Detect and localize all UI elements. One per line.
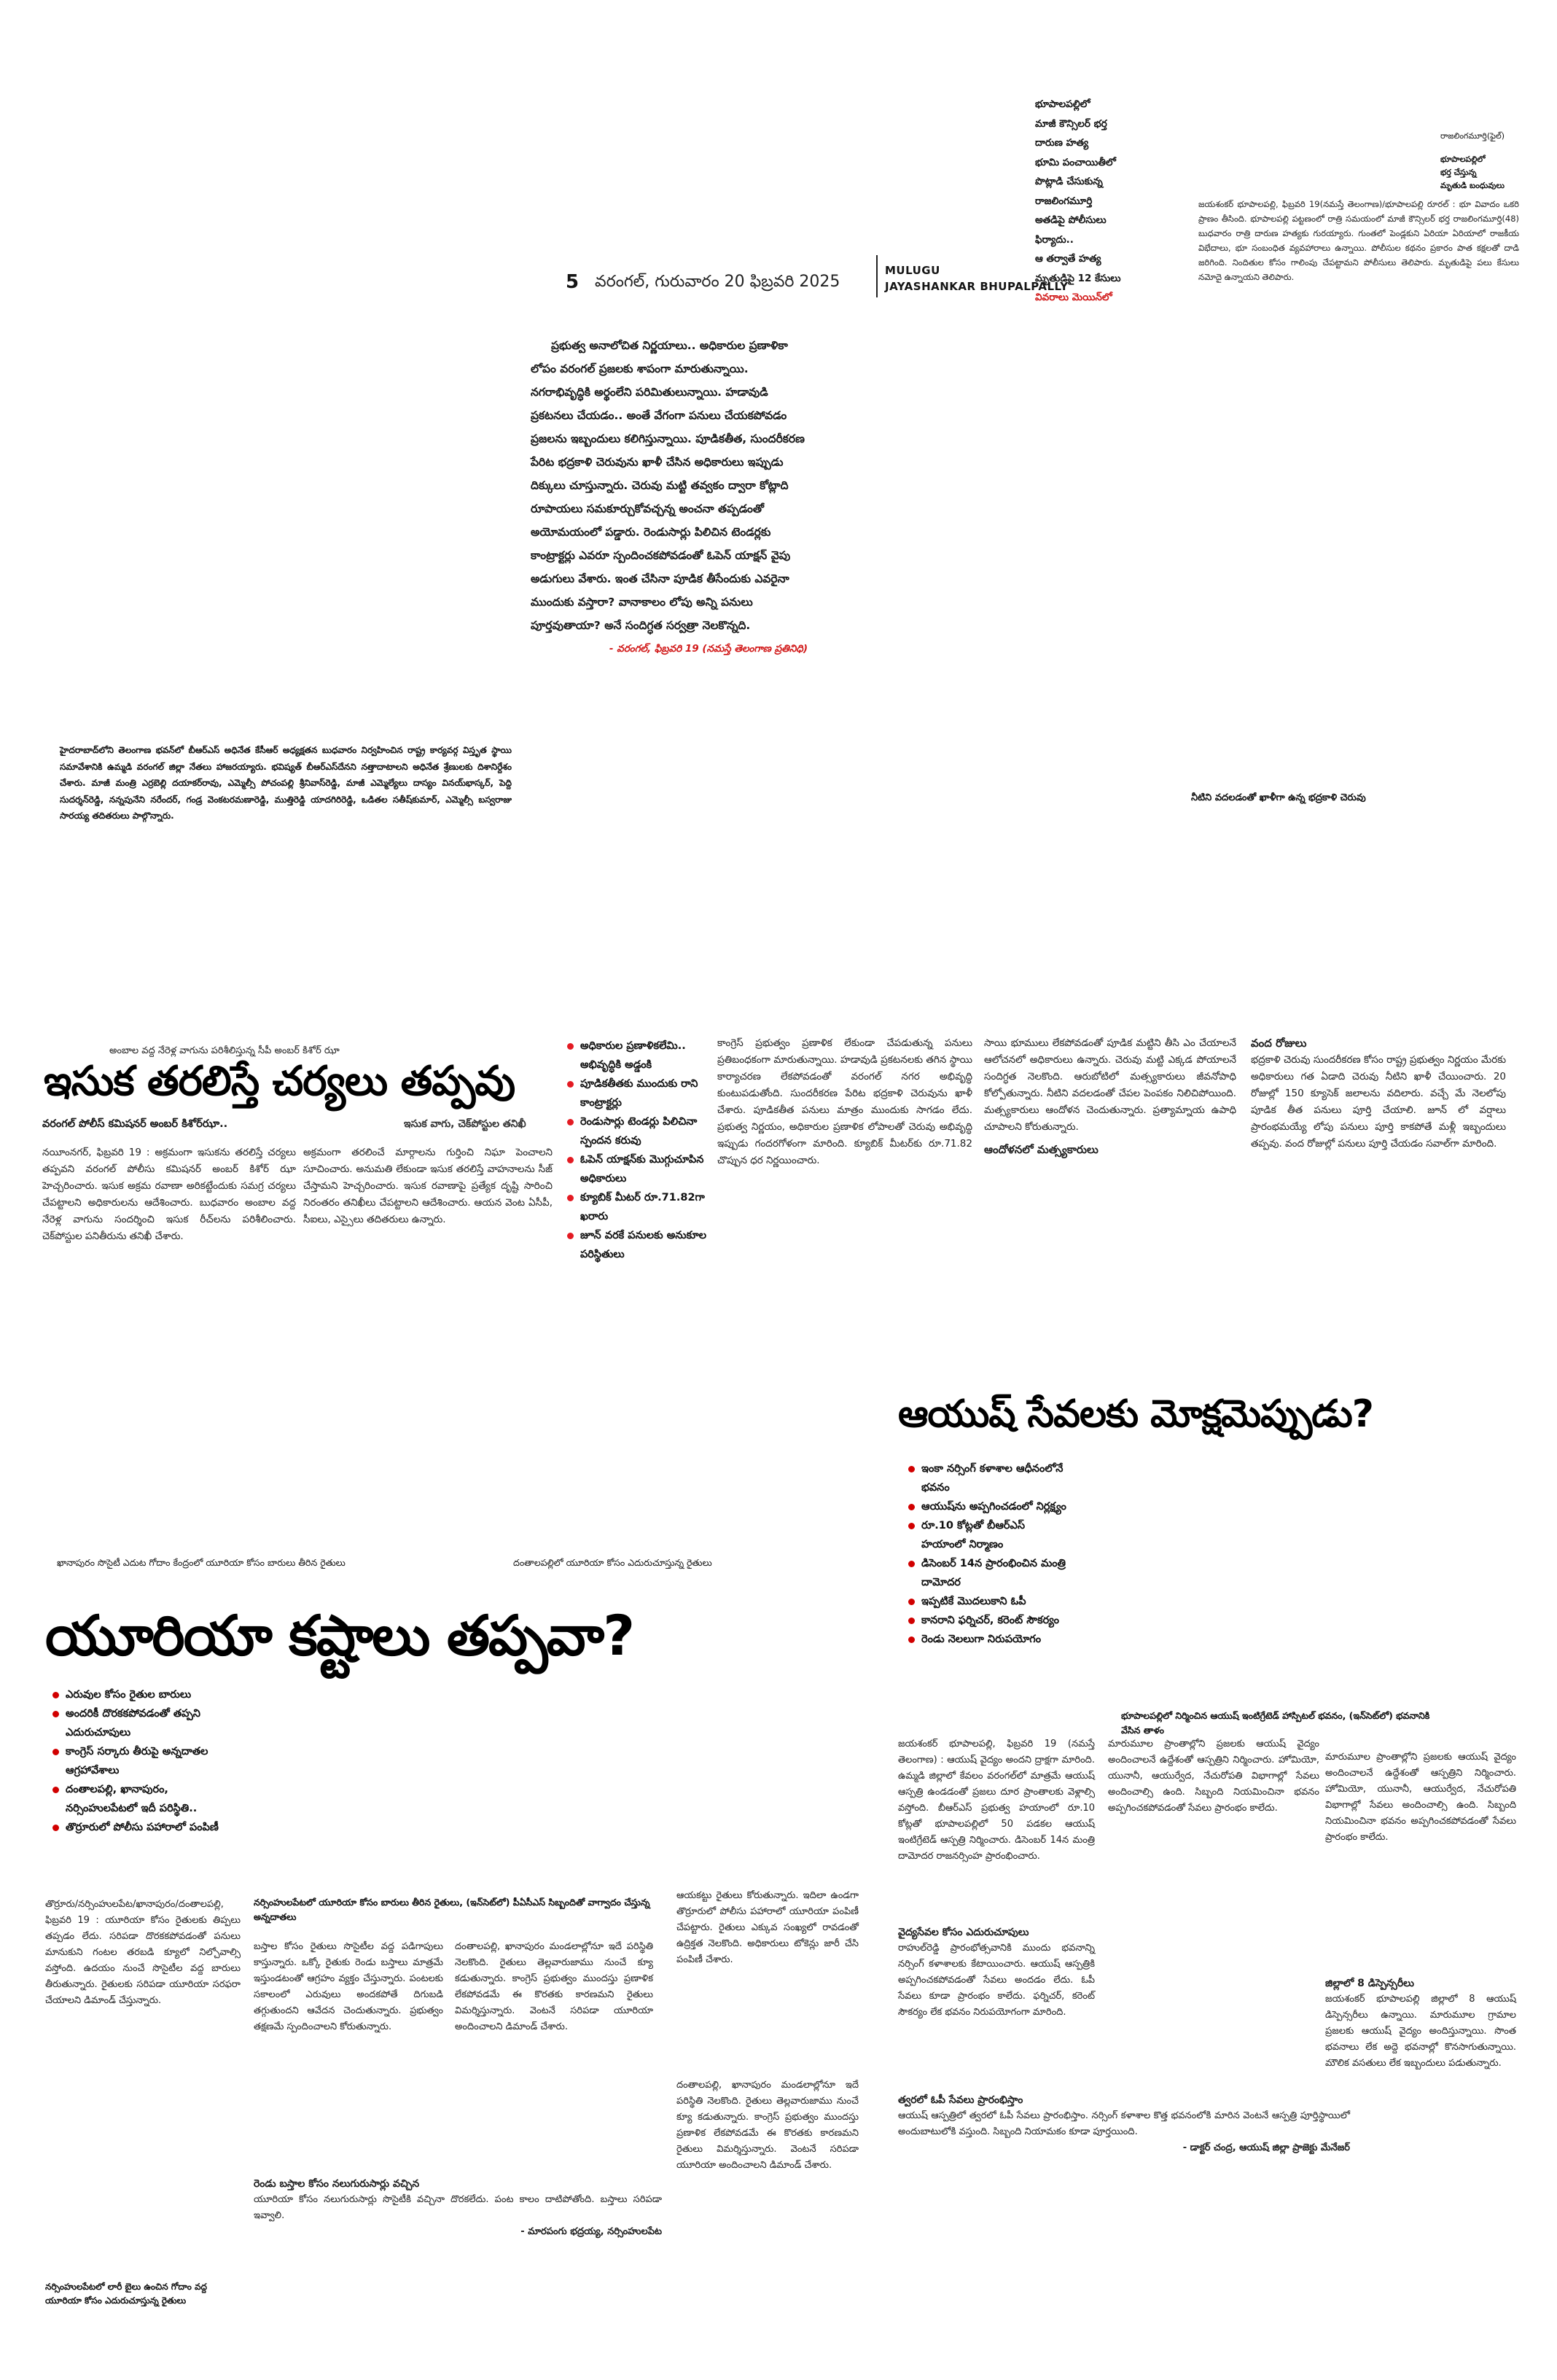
urea-col-2: బస్తాల కోసం రైతులు సొసైటీల వద్ద పడిగాపులు కాస్తున్నారు. ఒక్కో రైతుకు రెండు బస్తాలు మాత్రమే ఇస్తుండటంతో ఆగ్రహం వ్యక్తం చేస్తున్నారు. పంటలకు సకాలంలో ఎరువులు అందకపోతే దిగుబడి తగ్గుతుందని ఆవేదన చెందుతున్నారు. ప్రభుత్వం తక్షణమే స్పందించాలని కోరుతున్నారు. [254, 1941, 443, 2032]
brief-body: జయశంకర్ భూపాలపల్లి, ఫిబ్రవరి 19(నమస్తే తెలంగాణ)/భూపాలపల్లి రూరల్ : భూ వివాదం ఒకరి ప్రాణం తీసింది. భూపాలపల్లి పట్టణంలో రాత్రి సమయంలో మాజీ కౌన్సిలర్ భర్త రాజలింగమూర్తి(48) బుధవారం రాత్రి దారుణ హత్యకు గురయ్యారు. గుంతలో పెండ్లకుని ఏరియా ఏరియాలో రాజకీయ విభేదాలు, భూ సంబంధిత వ్యవహారాలు ఉన్నాయి. పోలీసుల కథనం ప్రకారం పాత కక్షలతో దాడి జరిగింది. నిందితుల కోసం గాలింపు చేపట్టామని పోలీసులు తెలిపారు. మృతుడిపై పలు కేసులు నమోదై ఉన్నాయని తెలిపారు. [1198, 199, 1519, 282]
sand-subhead-right: ఇసుక వాగు, చెక్‌పోస్టుల తనిఖీ [404, 1118, 526, 1130]
bullet-item: పూడికతీతకు ముందుకు రాని కాంట్రాక్టర్లు [566, 1074, 707, 1112]
bullet-item: దంతాలపల్లి, ఖానాపురం, నర్సింహులపేటలో ఇదీ పరిస్థితి.. [51, 1780, 230, 1818]
ayush-photo-caption: భూపాలపల్లిలో నిర్మించిన ఆయుష్ ఇంటిగ్రేటెడ్ హాస్పిటల్ భవనం, (ఇన్‌సెట్‌లో) భవనానికి వేసిన తాళం [1121, 1710, 1430, 1736]
lake-col-2-subhead: ఆందోళనలో మత్స్యకారులు [984, 1143, 1099, 1156]
urea-bullets [51, 1685, 230, 1837]
lake-photo-caption: నీటిని వదలడంతో ఖాళీగా ఉన్న భద్రకాళి చెరువు [1191, 792, 1366, 803]
bullet-item: క్యూబిక్ మీటర్ రూ.71.82గా ఖరారు [566, 1188, 707, 1226]
bullet-item: కాంగ్రెస్ సర్కారు తీరుపై అన్నదాతల ఆగ్రహావేశాలు [51, 1742, 230, 1780]
sand-col-1: నయీంనగర్, ఫిబ్రవరి 19 : అక్రమంగా ఇసుకను తరలిస్తే చర్యలు తప్పవని వరంగల్ పోలీసు కమిషనర్ అంబర్ కిశోర్ ఝా హెచ్చరించారు. ఇసుక అక్రమ రవాణా అరికట్టేందుకు సమగ్ర చర్యలు చేపట్టాలని అధికారులను ఆదేశించారు. బుధవారం అంబాల వద్ద నేరెళ్ల వాగును సందర్శించి ఇసుక రీచ్‌లను పరిశీలించారు. చెక్‌పోస్టుల పనితీరును తనిఖీ చేశారు. [42, 1147, 296, 1242]
ayush-col-1: జయశంకర్ భూపాలపల్లి, ఫిబ్రవరి 19 (నమస్తే తెలంగాణ) : ఆయుష్ వైద్యం అందని ద్రాక్షగా మారింది. ఉమ్మడి జిల్లాలో కేవలం వరంగల్‌లో మాత్రమే ఆయుష్ ఆస్పత్రి ఉండడంతో ప్రజలు దూర ప్రాంతాలకు వెళ్లాల్సి వస్తోంది. బీఆర్‌ఎస్ ప్రభుత్వ హయాంలో రూ.10 కోట్లతో భూపాలపల్లిలో 50 పడకల ఆయుష్ ఇంటిగ్రేటెడ్ ఆస్పత్రి నిర్మించారు. డిసెంబర్ 14న మంత్రి దామోదర రాజనర్సింహ ప్రారంభించారు. [898, 1739, 1095, 1862]
ayush-col-2-subhead: వైద్యసేవల కోసం ఎదురుచూపులు [898, 1927, 1029, 1938]
edition-label: MULUGU JAYASHANKAR BHUPALPALLY [885, 264, 1069, 293]
bullet-item: ఇప్పటికే మొదలుకాని ఓపీ [907, 1592, 1070, 1611]
lake-col-3-subhead: వంద రోజులు [1251, 1037, 1307, 1050]
bullet-item: ఆయుష్‌ను అప్పగించడంలో నిర్లక్ష్యం [907, 1497, 1070, 1516]
bullet-item: రెండు నెలలుగా నిరుపయోగం [907, 1630, 1070, 1649]
ayush-col-4-text: మారుమూల ప్రాంతాల్లోని ప్రజలకు ఆయుష్ వైద్యం అందించాలనే ఉద్దేశంతో ఆస్పత్రిని నిర్మించారు. హోమియో, యునానీ, ఆయుర్వేద, నేచురోపతి విభాగాల్లో సేవలు అందించాల్సి ఉంది. సిబ్బంది నియమించినా భవనం అప్పగించకపోవడంతో సేవలు ప్రారంభం కాలేదు. [1325, 1752, 1516, 1843]
ayush-headline: ఆయుష్ సేవలకు మోక్షమెప్పుడు? [898, 1392, 1373, 1436]
brief-line: ఫిర్యాదు.. [1035, 233, 1074, 246]
urea-bottom-caption: నర్సింహులపేటలో లారీ బైలు ఉంచిన గోదాం వద్ద యూరియా కోసం ఎదురుచూస్తున్న రైతులు [45, 2282, 207, 2306]
editorial-quote-credit: - వరంగల్, ఫిబ్రవరి 19 (నమస్తే తెలంగాణ ప్రతినిధి) [609, 643, 808, 655]
urea-photo-caption-left: ఖానాపురం సొసైటీ ఎదుట గోదాం కేంద్రంలో యూరియా కోసం బారులు తీరిన రైతులు [57, 1557, 346, 1568]
lake-col-1: కాంగ్రెస్ ప్రభుత్వం ప్రణాళిక లేకుండా చేపడుతున్న పనులు ప్రతిబంధకంగా మారుతున్నాయి. హడావుడి ప్రకటనలకు తగిన స్థాయి కార్యాచరణ లేకపోవడంతో వరంగల్ నగర అభివృద్ధి కుంటుపడుతోంది. సుందరీకరణ పేరిట భద్రకాళి చెరువును ఖాళీ చేశారు. పూడికతీత పనులు మాత్రం ముందుకు సాగడం లేదు. ప్రభుత్వ నిర్ణయం, అధికారుల ప్రణాళిక లోపాలతో చెరువు అభివృద్ధి ఇప్పుడు గందరగోళంగా మారింది. క్యూబిక్ మీటర్‌కు రూ.71.82 చొప్పున ధర నిర్ణయించారు. [717, 1037, 972, 1166]
urea-col-1: తొర్రూరు/నర్సింహులపేట/ఖానాపురం/దంతాలపల్లి, ఫిబ్రవరి 19 : యూరియా కోసం రైతులకు తిప్పలు తప్పడం లేదు. సరిపడా దొరకకపోవడంతో పనులు మానుకుని గంటల తరబడి క్యూలో నిల్చోవాల్సి వస్తోంది. ఉదయం నుంచే సొసైటీల వద్ద బారులు తీరుతున్నారు. రైతులకు సరిపడా యూరియా సరఫరా చేయాలని డిమాండ్ చేస్తున్నారు. [45, 1899, 241, 2006]
bullet-item: ఎరువుల కోసం రైతుల బారులు [51, 1685, 230, 1704]
urea-col-2b-subhead: రెండు బస్తాల కోసం నలుగురుసార్లు వచ్చిన [254, 2178, 420, 2190]
bullet-item: తొర్రూరులో పోలీసు పహారాలో పంపిణీ [51, 1818, 230, 1837]
bullet-item: జూన్ వరకే పనులకు అనుకూల పరిస్థితులు [566, 1226, 707, 1264]
dateline: వరంగల్, గురువారం 20 ఫిబ్రవరి 2025 [595, 273, 840, 291]
sand-kicker: అంబాల వద్ద నేరెళ్ల వాగును పరిశీలిస్తున్న సీపీ అంబర్ కిశోర్ ఝా [109, 1045, 340, 1056]
brief-line: ఆ తర్వాతే హత్య [1035, 253, 1101, 265]
bullet-item: ఇంకా నర్సింగ్ కళాశాల ఆధీనంలోనే భవనం [907, 1459, 1070, 1497]
brief-line: మృతుడిపై 12 కేసులు [1035, 272, 1121, 284]
urea-photo-caption-right: దంతాలపల్లిలో యూరియా కోసం ఎదురుచూస్తున్న రైతులు [513, 1557, 712, 1568]
bullet-item: రూ.10 కోట్లతో బీఆర్‌ఎస్ హయాంలో నిర్మాణం [907, 1516, 1070, 1554]
brief-line: భూపాలపల్లిలో [1035, 98, 1090, 110]
side-line: భర్త చేస్తున్న [1440, 168, 1477, 177]
ayush-col-2-text: రాహుల్‌రెడ్డి ప్రారంభోత్సవానికి ముందు భవనాన్ని నర్సింగ్ కళాశాలకు కేటాయించారు. ఆయుష్ ఆస్పత్రికి అప్పగించకపోవడంతో సేవలు అందడం లేదు. ఓపీ సేవలు కూడా ప్రారంభం కాలేదు. ఫర్నిచర్, కరెంట్ సౌకర్యం లేక భవనం నిరుపయోగంగా మారింది. [898, 1943, 1095, 2018]
editorial-quote [531, 334, 808, 660]
lake-col-3-text: భద్రకాళి చెరువు సుందరీకరణ కోసం రాష్ట్ర ప్రభుత్వం నిర్ణయం మేరకు అధికారులు గత ఏడాది చెరువు నీటిని ఖాళీ చేయించారు. 20 రోజుల్లో 150 క్యూసెక్ జలాలను వదిలారు. వచ్చే మే నెలలోపు పూడిక తీత పనులు పూర్తి చేయాలి. జూన్ లో వర్షాలు ప్రారంభమయ్యే లోపు పనులు పూర్తి కాకపోతే మళ్లీ ఇబ్బందులు తప్పవు. వంద రోజుల్లో పనులు పూర్తి చేయడం సవాల్‌గా మారింది. [1251, 1054, 1506, 1150]
photo-caption-name: రాజలింగమూర్తి(ఫైల్) [1440, 131, 1505, 141]
ayush-col-3: మారుమూల ప్రాంతాల్లోని ప్రజలకు ఆయుష్ వైద్యం అందించాలనే ఉద్దేశంతో ఆస్పత్రిని నిర్మించారు. హోమియో, యునానీ, ఆయుర్వేద, నేచురోపతి విభాగాల్లో సేవలు అందించాల్సి ఉంది. సిబ్బంది నియమించినా భవనం అప్పగించకపోవడంతో సేవలు ప్రారంభం కాలేదు. [1108, 1739, 1319, 1814]
ayush-col-2b [898, 2092, 1350, 2156]
meeting-photo-caption: హైదరాబాద్‌లోని తెలంగాణ భవన్‌లో బీఆర్‌ఎస్ అధినేత కేసీఆర్ అధ్యక్షతన బుధవారం నిర్వహించిన రాష్ట్ర కార్యవర్గ విస్తృత స్థాయి సమావేశానికి ఉమ్మడి వరంగల్ జిల్లా నేతలు హాజరయ్యారు. భవిష్యత్ బీఆర్‌ఎస్‌దేనని నత్తాదాటాలని అధినేత శ్రేణులకు దిశానిర్దేశం చేశారు. మాజీ మంత్రి ఎర్రబెల్లి దయాకర్‌రావు, ఎమ్మెల్సీ పోచంపల్లి శ్రీనివాస్‌రెడ్డి, మాజీ ఎమ్మెల్యేలు దాస్యం వినయ్‌భాస్కర్, పెద్ది సుదర్శన్‌రెడ్డి, నన్నపునేని నరేందర్, గండ్ర వెంకటరమణారెడ్డి, ముత్తిరెడ్డి యాదగిరిరెడ్డి, ఒడితల సతీష్‌కుమార్, ఎమ్మెల్సీ బస్వరాజు సారయ్య తదితరులు పాల్గొన్నారు. [60, 745, 512, 821]
urea-col-2b [254, 2176, 662, 2240]
ayush-col-5-text: జయశంకర్ భూపాలపల్లి జిల్లాలో 8 ఆయుష్ డిస్పెన్సరీలు ఉన్నాయి. మారుమూల గ్రామాల ప్రజలకు ఆయుష్ వైద్యం అందిస్తున్నాయి. సొంత భవనాలు లేక అద్దె భవనాల్లో కొనసాగుతున్నాయి. మౌలిక వసతులు లేక ఇబ్బందులు పడుతున్నారు. [1325, 1994, 1516, 2069]
urea-inline-caption: నర్సింహులపేటలో యూరియా కోసం బారులు తీరిన రైతులు, (ఇన్‌సెట్‌లో) పీఏసీఎస్ సిబ్బందితో వాగ్వాదం చేస్తున్న అన్నదాతలు [254, 1897, 650, 1922]
brief-line: మాజీ కౌన్సిలర్ భర్త [1035, 117, 1107, 130]
urea-col-5: దంతాలపల్లి, ఖానాపురం మండలాల్లోనూ ఇదే పరిస్థితి నెలకొంది. రైతులు తెల్లవారుజాము నుంచే క్యూ కడుతున్నారు. కాంగ్రెస్ ప్రభుత్వం ముందస్తు ప్రణాళిక లేకపోవడమే ఈ కొరతకు కారణమని రైతులు విమర్శిస్తున్నారు. వెంటనే సరిపడా యూరియా అందించాలని డిమాండ్ చేశారు. [676, 2080, 859, 2171]
ayush-bullets [907, 1459, 1070, 1649]
urea-col-2b-text: యూరియా కోసం నలుగురుసార్లు సొసైటీకి వచ్చినా దొరకలేదు. పంట కాలం దాటిపోతోంది. బస్తాలు సరిపడా ఇవ్వాలి. [254, 2194, 662, 2221]
lake-col-2-text: సాయి భూములు లేకపోవడంతో పూడిక మట్టిని తీసి ఎం చేయాలనే ఆలోచనలో అధికారులు ఉన్నారు. చెరువు మట్టి ఎక్కడ పోయాలనే సందిగ్ధత నెలకొంది. ఆరుబోటిలో మత్స్యకారులు జీవనోపాధి కోల్పోతున్నారు. నీటిని వదలడంతో చేపల పెంపకం నిలిచిపోయింది. మత్స్యకారులు ఆందోళన చెందుతున్నారు. ప్రత్యామ్నాయ ఉపాధి చూపాలని కోరుతున్నారు. [984, 1037, 1236, 1133]
brief-line: పొట్లాడి చేసుకున్న [1035, 176, 1103, 187]
brief-line: రాజలింగమూర్తి [1035, 195, 1093, 207]
ayush-col-4 [1325, 1749, 1516, 1846]
sand-col-2: అక్రమంగా తరలించే మార్గాలను గుర్తించి నిఘా పెంచాలని సూచించారు. అనుమతి లేకుండా ఇసుక తరలిస్తే వాహనాలను సీజ్ చేస్తామని హెచ్చరించారు. ఇసుక రవాణాపై ప్రత్యేక దృష్టి సారించి నిరంతరం తనిఖీలు చేపట్టాలని ఆదేశించారు. ఆయన వెంట ఏసీపీ, సీఐలు, ఎస్సైలు తదితరులు ఉన్నారు. [303, 1147, 553, 1225]
brief-photo-caption [1440, 130, 1531, 192]
side-line: మృతుడి బంధువులు [1440, 181, 1505, 190]
ayush-col-2 [898, 1924, 1095, 2021]
bullet-item: అందరికీ దొరకకపోవడంతో తప్పని ఎదురుచూపులు [51, 1704, 230, 1742]
ayush-col-2b-text: ఆయుష్ ఆస్పత్రిలో త్వరలో ఓపీ సేవలు ప్రారంభిస్తాం. నర్సింగ్ కళాశాల కొత్త భవనంలోకి మారిన వెంటనే ఆస్పత్రి పూర్తిస్థాయిలో అందుబాటులోకి వస్తుంది. సిబ్బంది నియామకం కూడా పూర్తయింది. [898, 2110, 1350, 2137]
urea-col-4: ఆయకట్టు రైతులు కోరుతున్నారు. ఇదిలా ఉండగా తొర్రూరులో పోలీసు పహారాలో యూరియా పంపిణీ చేపట్టారు. రైతులు ఎక్కువ సంఖ్యలో రావడంతో ఉద్రిక్తత నెలకొంది. అధికారులు టోకెన్లు జారీ చేసి పంపిణీ చేశారు. [676, 1890, 859, 1965]
side-line: భూపాలపల్లిలో [1440, 155, 1486, 164]
sand-headline: ఇసుక తరలిస్తే చర్యలు తప్పవు [44, 1058, 515, 1105]
brief-line: దారుణ హత్య [1035, 137, 1089, 149]
urea-col-3: దంతాలపల్లి, ఖానాపురం మండలాల్లోనూ ఇదే పరిస్థితి నెలకొంది. రైతులు తెల్లవారుజాము నుంచే క్యూ కడుతున్నారు. కాంగ్రెస్ ప్రభుత్వం ముందస్తు ప్రణాళిక లేకపోవడమే ఈ కొరతకు కారణమని రైతులు విమర్శిస్తున్నారు. వెంటనే సరిపడా యూరియా అందించాలని డిమాండ్ చేశారు. [455, 1941, 653, 2032]
editorial-quote-text: ప్రభుత్వ అనాలోచిత నిర్ణయాలు.. అధికారుల ప్రణాళికా లోపం వరంగల్ ప్రజలకు శాపంగా మారుతున్నాయి. నగరాభివృద్ధికి అర్థంలేని పరిమితులున్నాయి. హడావుడి ప్రకటనలు చేయడం.. అంతే వేగంగా పనులు చేయకపోవడం ప్రజలను ఇబ్బందులు కలిగిస్తున్నాయి. పూడికతీత, సుందరీకరణ పేరిట భద్రకాళి చెరువును ఖాళీ చేసిన అధికారులు ఇప్పుడు దిక్కులు చూస్తున్నారు. చెరువు మట్టి తవ్వకం ద్వారా కోట్లాది రూపాయలు సమకూర్చుకోవచ్చన్న అంచనా తప్పడంతో అయోమయంలో పడ్డారు. రెండుసార్లు పిలిచిన టెండర్లకు కాంట్రాక్టర్లు ఎవరూ స్పందించకపోవడంతో ఓపెన్ యాక్షన్ వైపు అడుగులు వేశారు. ఇంత చేసినా పూడిక తీసేందుకు ఎవరైనా ముందుకు వస్తారా? వానాకాలం లోపు అన్ని పనులు పూర్తవుతాయా? అనే సందిగ్ధత సర్వత్రా నెలకొన్నది. [531, 339, 805, 632]
top-right-brief [1035, 95, 1531, 335]
brief-headline [1035, 95, 1181, 308]
brief-line: భూమి పంచాయితీలో [1035, 156, 1116, 168]
brief-line: అతడిపై పోలీసులు [1035, 214, 1107, 226]
bullet-item: అధికారుల ప్రణాళికలేమి.. అభివృద్ధికి అడ్డంకి [566, 1037, 707, 1074]
sand-subhead: వరంగల్ పోలీస్ కమిషనర్ అంబర్ కిశోర్‌ఝా.. [42, 1118, 228, 1130]
bullet-item: రెండుసార్లు టెండర్లు పిలిచినా స్పందన కరువు [566, 1112, 707, 1150]
urea-credit: - మారపంగు భద్రయ్య, నర్సింహులపేట [520, 2226, 662, 2237]
bullet-item: డిసెంబర్ 14న ప్రారంభించిన మంత్రి దామోదర [907, 1554, 1070, 1592]
ayush-col-2b-subhead: త్వరలో ఓపీ సేవలు ప్రారంభిస్తాం [898, 2094, 1023, 2106]
ayush-col-5 [1325, 1975, 1516, 2072]
urea-headline: యూరియా కష్టాలు తప్పవా? [45, 1603, 634, 1668]
bullet-item: ఓపెన్ యాక్షన్‌కు మొగ్గుచూపిన అధికారులు [566, 1150, 707, 1188]
ayush-col-5-subhead: జిల్లాలో 8 డిస్పెన్సరీలు [1325, 1978, 1414, 1989]
page-number: 5 [566, 271, 580, 293]
lake-sidebar-bullets [566, 1037, 707, 1264]
brief-more-link[interactable]: వివరాలు మెయిన్‌లో [1035, 292, 1112, 303]
lake-col-3 [1251, 1035, 1506, 1152]
bullet-item: కానరాని ఫర్నిచర్, కరెంట్ సౌకర్యం [907, 1611, 1070, 1630]
ayush-credit: - డాక్టర్ చంద్ర, ఆయుష్ జిల్లా ప్రాజెక్టు మేనేజర్ [1182, 2142, 1350, 2153]
masthead-divider [876, 255, 878, 297]
lake-col-2 [984, 1035, 1236, 1158]
